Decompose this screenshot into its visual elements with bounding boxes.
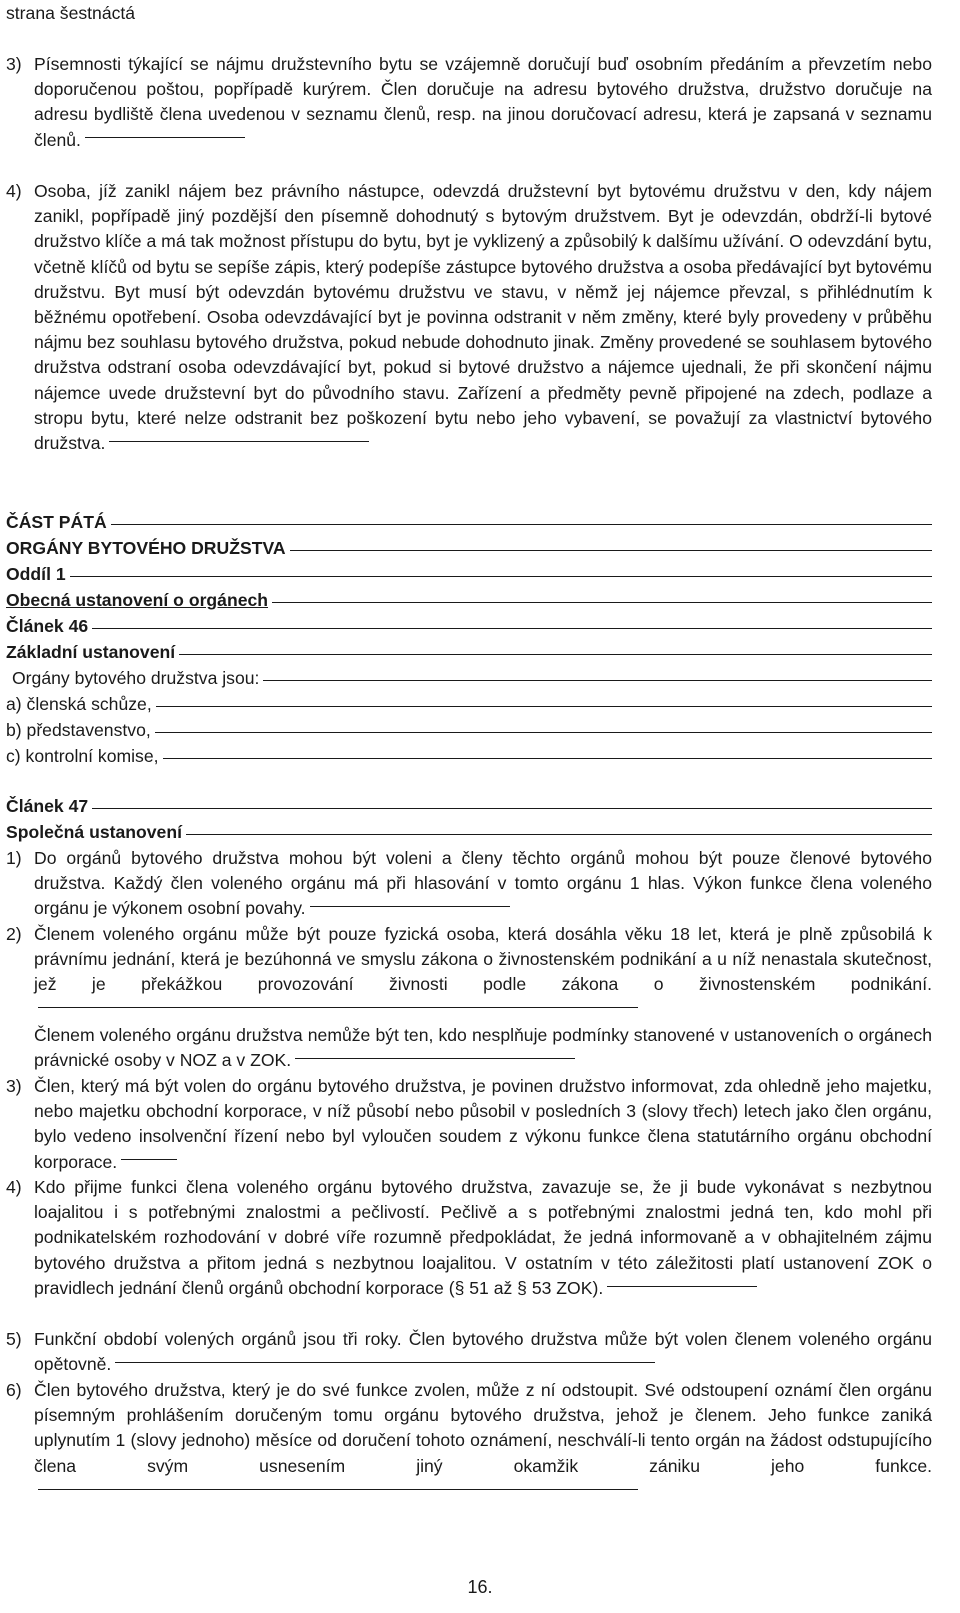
filler-dash — [92, 628, 932, 629]
paragraph-text: Funkční období volených orgánů jsou tři roky. Člen bytového družstva může být volen členem voleného orgánu opětovně. — [34, 1329, 932, 1375]
paragraph-text: Osoba, jíž zanikl nájem bez právního nástupce, odevzdá družstevní byt bytovému družstvu v den, kdy nájem zanikl, popřípadě jiný pozdější den písemně dohodnutý s bytovým družstvem. Byt je odevzdán, obdrží-li bytové družstvo klíče a má tak možnost přístupu do bytu, byt je vyklizený a způsobilý k dalšímu užívání. O odevzdání bytu, včetně klíčů od bytu se sepíše zápis, který podepíše zástupce bytového družstva a osoba předávající byt bytovému družstvu. Byt musí být odevzdán bytovému družstvu ve stavu, v němž jej nájemce převzal, s přihlédnutím k běžnému opotřebení. Osoba odevzdávající byt je povinna odstranit v něm změny, které byly provedeny v průběhu nájmu bez souhlasu bytového družstva, pokud nebude dohodnuto jinak. Změny provedené se souhlasem bytového družstva odstraní osoba odevzdávající byt, pokud si bytové družstvo a nájemce ujednali, že při skončení nájmu nájemce uvede družstevní byt do původního stavu. Zařízení a předměty pevně připojené na zdech, podlaze a stropu bytu, které nelze odstranit bez poškození bytu nebo jeho vybavení, se považují za vlastnictví bytového družstva. — [34, 181, 932, 454]
article-47-item-2 — [6, 922, 932, 1073]
filler-dash — [111, 524, 932, 525]
paragraph-number: 2) — [6, 924, 22, 944]
filler-dash — [92, 808, 932, 809]
filler-dash — [38, 1007, 638, 1008]
filler-dash — [85, 137, 245, 138]
paragraph-continuation: Členem voleného orgánu družstva nemůže být ten, kdo nesplňuje podmínky stanovené v ustanoveních o orgánech právnické osoby v NOZ a v ZOK. — [34, 1024, 932, 1071]
article-47-subtitle: Společná ustanovení — [6, 820, 932, 845]
filler-dash — [607, 1286, 757, 1287]
filler-dash — [179, 654, 932, 655]
article-46-intro: Orgány bytového družstva jsou: — [6, 666, 932, 691]
paragraph-4 — [6, 179, 932, 456]
paragraph-number: 3) — [6, 54, 22, 74]
article-47-item-3 — [6, 1074, 932, 1175]
part-title: ČÁST PÁTÁ — [6, 510, 932, 535]
article-46-title: Článek 46 — [6, 614, 932, 639]
paragraph-text: Kdo přijme funkci člena voleného orgánu bytového družstva, zavazuje se, že ji bude vykonávat s nezbytnou loajalitou i s potřebnými znalostmi a pečlivostí. Pečlivě a s potřebnými znalostmi jedná ten, kdo mohl při podnikatelském rozhodování v dobré víře rozumně předpokládat, že jedná informovaně a v obhajitelném zájmu bytového družstva a přitom jedná s nezbytnou loajalitou. V ostatním v této záležitosti platí ustanovení ZOK o pravidlech jednání členů orgánů obchodní korporace (§ 51 až § 53 ZOK). — [34, 1177, 932, 1298]
filler-dash — [163, 758, 932, 759]
article-47-item-1 — [6, 846, 932, 922]
paragraph-number: 1) — [6, 848, 22, 868]
part-name: ORGÁNY BYTOVÉHO DRUŽSTVA — [6, 536, 932, 561]
paragraph-number: 4) — [6, 1177, 22, 1197]
article-47-title: Článek 47 — [6, 794, 932, 819]
filler-dash — [295, 1058, 575, 1059]
list-item: b) představenstvo, — [6, 718, 932, 743]
list-item: c) kontrolní komise, — [6, 744, 932, 769]
page-number: 16. — [467, 1577, 493, 1597]
article-47-item-6 — [6, 1378, 932, 1504]
article-46-subtitle: Základní ustanovení — [6, 640, 932, 665]
filler-dash — [121, 1159, 177, 1160]
paragraph-text: Do orgánů bytového družstva mohou být voleni a členy těchto orgánů mohou být pouze členové bytového družstva. Každý člen voleného orgánu má při hlasování v tomto orgánu 1 hlas. Výkon funkce člena voleného orgánu je výkonem osobní povahy. — [34, 848, 932, 919]
page-header: strana šestnáctá — [6, 3, 136, 23]
filler-dash — [186, 834, 932, 835]
filler-dash — [109, 441, 369, 442]
paragraph-text: Člen bytového družstva, který je do své funkce zvolen, může z ní odstoupit. Své odstoupení oznámí člen orgánu písemným prohlášením doručeným tomu orgánu bytového družstva, jehož je členem. Jeho funkce zaniká uplynutím 1 (slovy jednoho) měsíce od doručení tohoto oznámení, neschválí-li tento orgán na žádost odstupujícího člena svým usnesením jiný okamžik zániku jeho funkce. — [34, 1378, 932, 1504]
article-47-item-5 — [6, 1327, 932, 1377]
paragraph-text: Písemnosti týkající se nájmu družstevního bytu se vzájemně doručují buď osobním předáním a převzetím nebo doporučenou poštou, popřípadě kurýrem. Člen doručuje na adresu bytového družstva, družstvo doručuje na adresu bydliště člena uvedenou v seznamu členů, resp. na jinou doručovací adresu, která je zapsaná v seznamu členů. — [34, 54, 932, 150]
filler-dash — [310, 906, 510, 907]
filler-dash — [290, 550, 932, 551]
filler-dash — [263, 680, 932, 681]
filler-dash — [155, 732, 932, 733]
filler-dash — [70, 576, 932, 577]
division-name: Obecná ustanovení o orgánech — [6, 588, 932, 613]
paragraph-3 — [6, 52, 932, 153]
filler-dash — [38, 1489, 638, 1490]
filler-dash — [115, 1362, 655, 1363]
paragraph-text: Členem voleného orgánu může být pouze fyzická osoba, která dosáhla věku 18 let, která je plně způsobilá k právnímu jednání, která je bezúhonná ve smyslu zákona o živnostenském podnikání a u níž nenastala skutečnost, jež je překážkou provozování živnosti podle zákona o živnostenském podnikání. — [34, 922, 932, 1023]
paragraph-number: 3) — [6, 1076, 22, 1096]
paragraph-number: 6) — [6, 1380, 22, 1400]
division-title: Oddíl 1 — [6, 562, 932, 587]
article-47-item-4 — [6, 1175, 932, 1301]
filler-dash — [156, 706, 932, 707]
paragraph-number: 5) — [6, 1329, 22, 1349]
paragraph-number: 4) — [6, 181, 22, 201]
list-item: a) členská schůze, — [6, 692, 932, 717]
paragraph-text: Člen, který má být volen do orgánu bytového družstva, je povinen družstvo informovat, zda ohledně jeho majetku, nebo majetku obchodní korporace, v níž působí nebo působil v posledních 3 (slovy třech) letech jako člen orgánu, bylo vedeno insolvenční řízení nebo byl vyloučen soudem z výkonu funkce člena statutárního orgánu obchodní korporace. — [34, 1076, 932, 1172]
filler-dash — [272, 602, 932, 603]
